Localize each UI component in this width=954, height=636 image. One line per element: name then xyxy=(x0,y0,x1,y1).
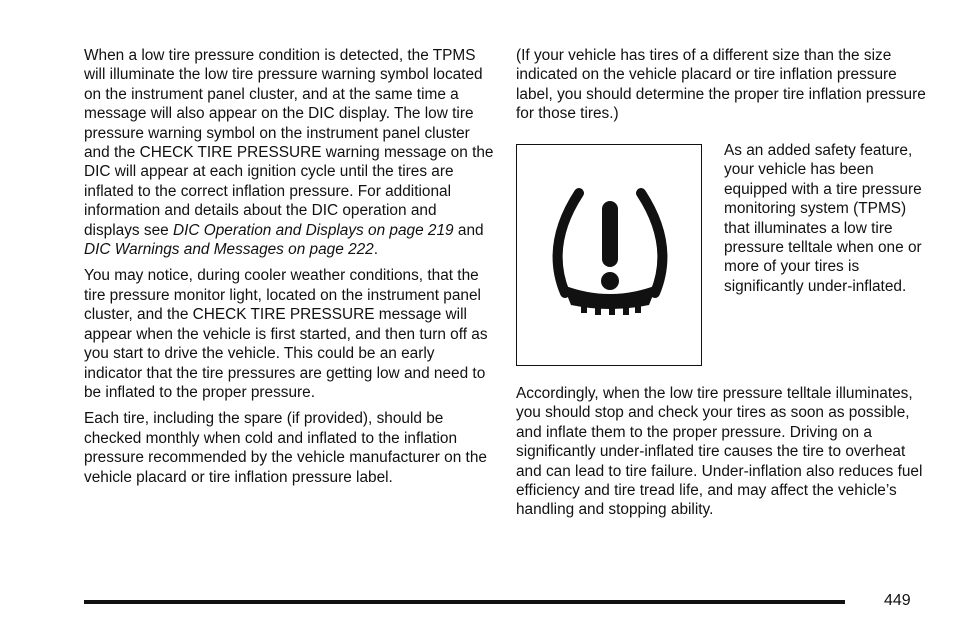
side-text-column xyxy=(724,141,924,296)
paragraph-text: When a low tire pressure condition is detected, the TPMS will illuminate the low tire pressure warning symbol located on the instrument panel cluster, and at the same time a message will also appear on the DIC display. The low tire pressure warning symbol on the instrument panel cluster and the CHECK TIRE PRESSURE warning message on the DIC will appear at each ignition cycle until the tires are inflated to the correct inflation pressure. For additional information and details about the DIC operation and displays see xyxy=(84,47,494,239)
low-tire-pressure-warning-icon xyxy=(517,145,703,367)
dic-warnings-reference: DIC Warnings and Messages on page 222 xyxy=(84,241,374,259)
period-text: . xyxy=(373,241,379,259)
paragraph-different-size: (If your vehicle has tires of a different size than the size indicated on the vehicle placard or tire inflation pressure label, you should determine the proper tire inflation pressure for those tires.) xyxy=(516,47,926,123)
paragraph-safety-feature: As an added safety feature, your vehicle has been equipped with a tire pressure monitoring system (TPMS) that illuminates a low tire pressure telltale when one or more of your tires is significantly under-inflated. xyxy=(724,142,922,295)
paragraph-tpms-illumination xyxy=(84,46,494,259)
paragraph-monthly-check: Each tire, including the spare (if provided), should be checked monthly when cold and inflated to the inflation pressure recommended by the vehicle manufacturer on the vehicle placard or tire inflation pressure label. xyxy=(84,410,487,486)
tpms-figure xyxy=(516,144,702,366)
left-column xyxy=(84,46,494,487)
right-column-bottom xyxy=(516,384,926,520)
right-column-top xyxy=(516,46,926,124)
dic-operation-reference: DIC Operation and Displays on page 219 xyxy=(172,221,454,239)
conjunction-text: and xyxy=(453,221,484,239)
paragraph-cooler-weather: You may notice, during cooler weather conditions, that the tire pressure monitor light, located on the instrument panel cluster, and the CHECK TIRE PRESSURE message will appear when the vehicle is first started, and then turn off as you start to drive the vehicle. This could be an early indicator that the tire pressures are getting low and need to be inflated to the proper pressure. xyxy=(84,267,488,401)
page-number: 449 xyxy=(884,592,911,609)
footer-rule xyxy=(84,600,845,604)
paragraph-accordingly: Accordingly, when the low tire pressure telltale illuminates, you should stop and check your tires as soon as possible, and inflate them to the proper pressure. Driving on a significantly under-inflated tire causes the tire to overheat and can lead to tire failure. Under-inflation also reduces fuel efficiency and tire tread life, and may affect the vehicle’s handling and stopping ability. xyxy=(516,385,923,519)
